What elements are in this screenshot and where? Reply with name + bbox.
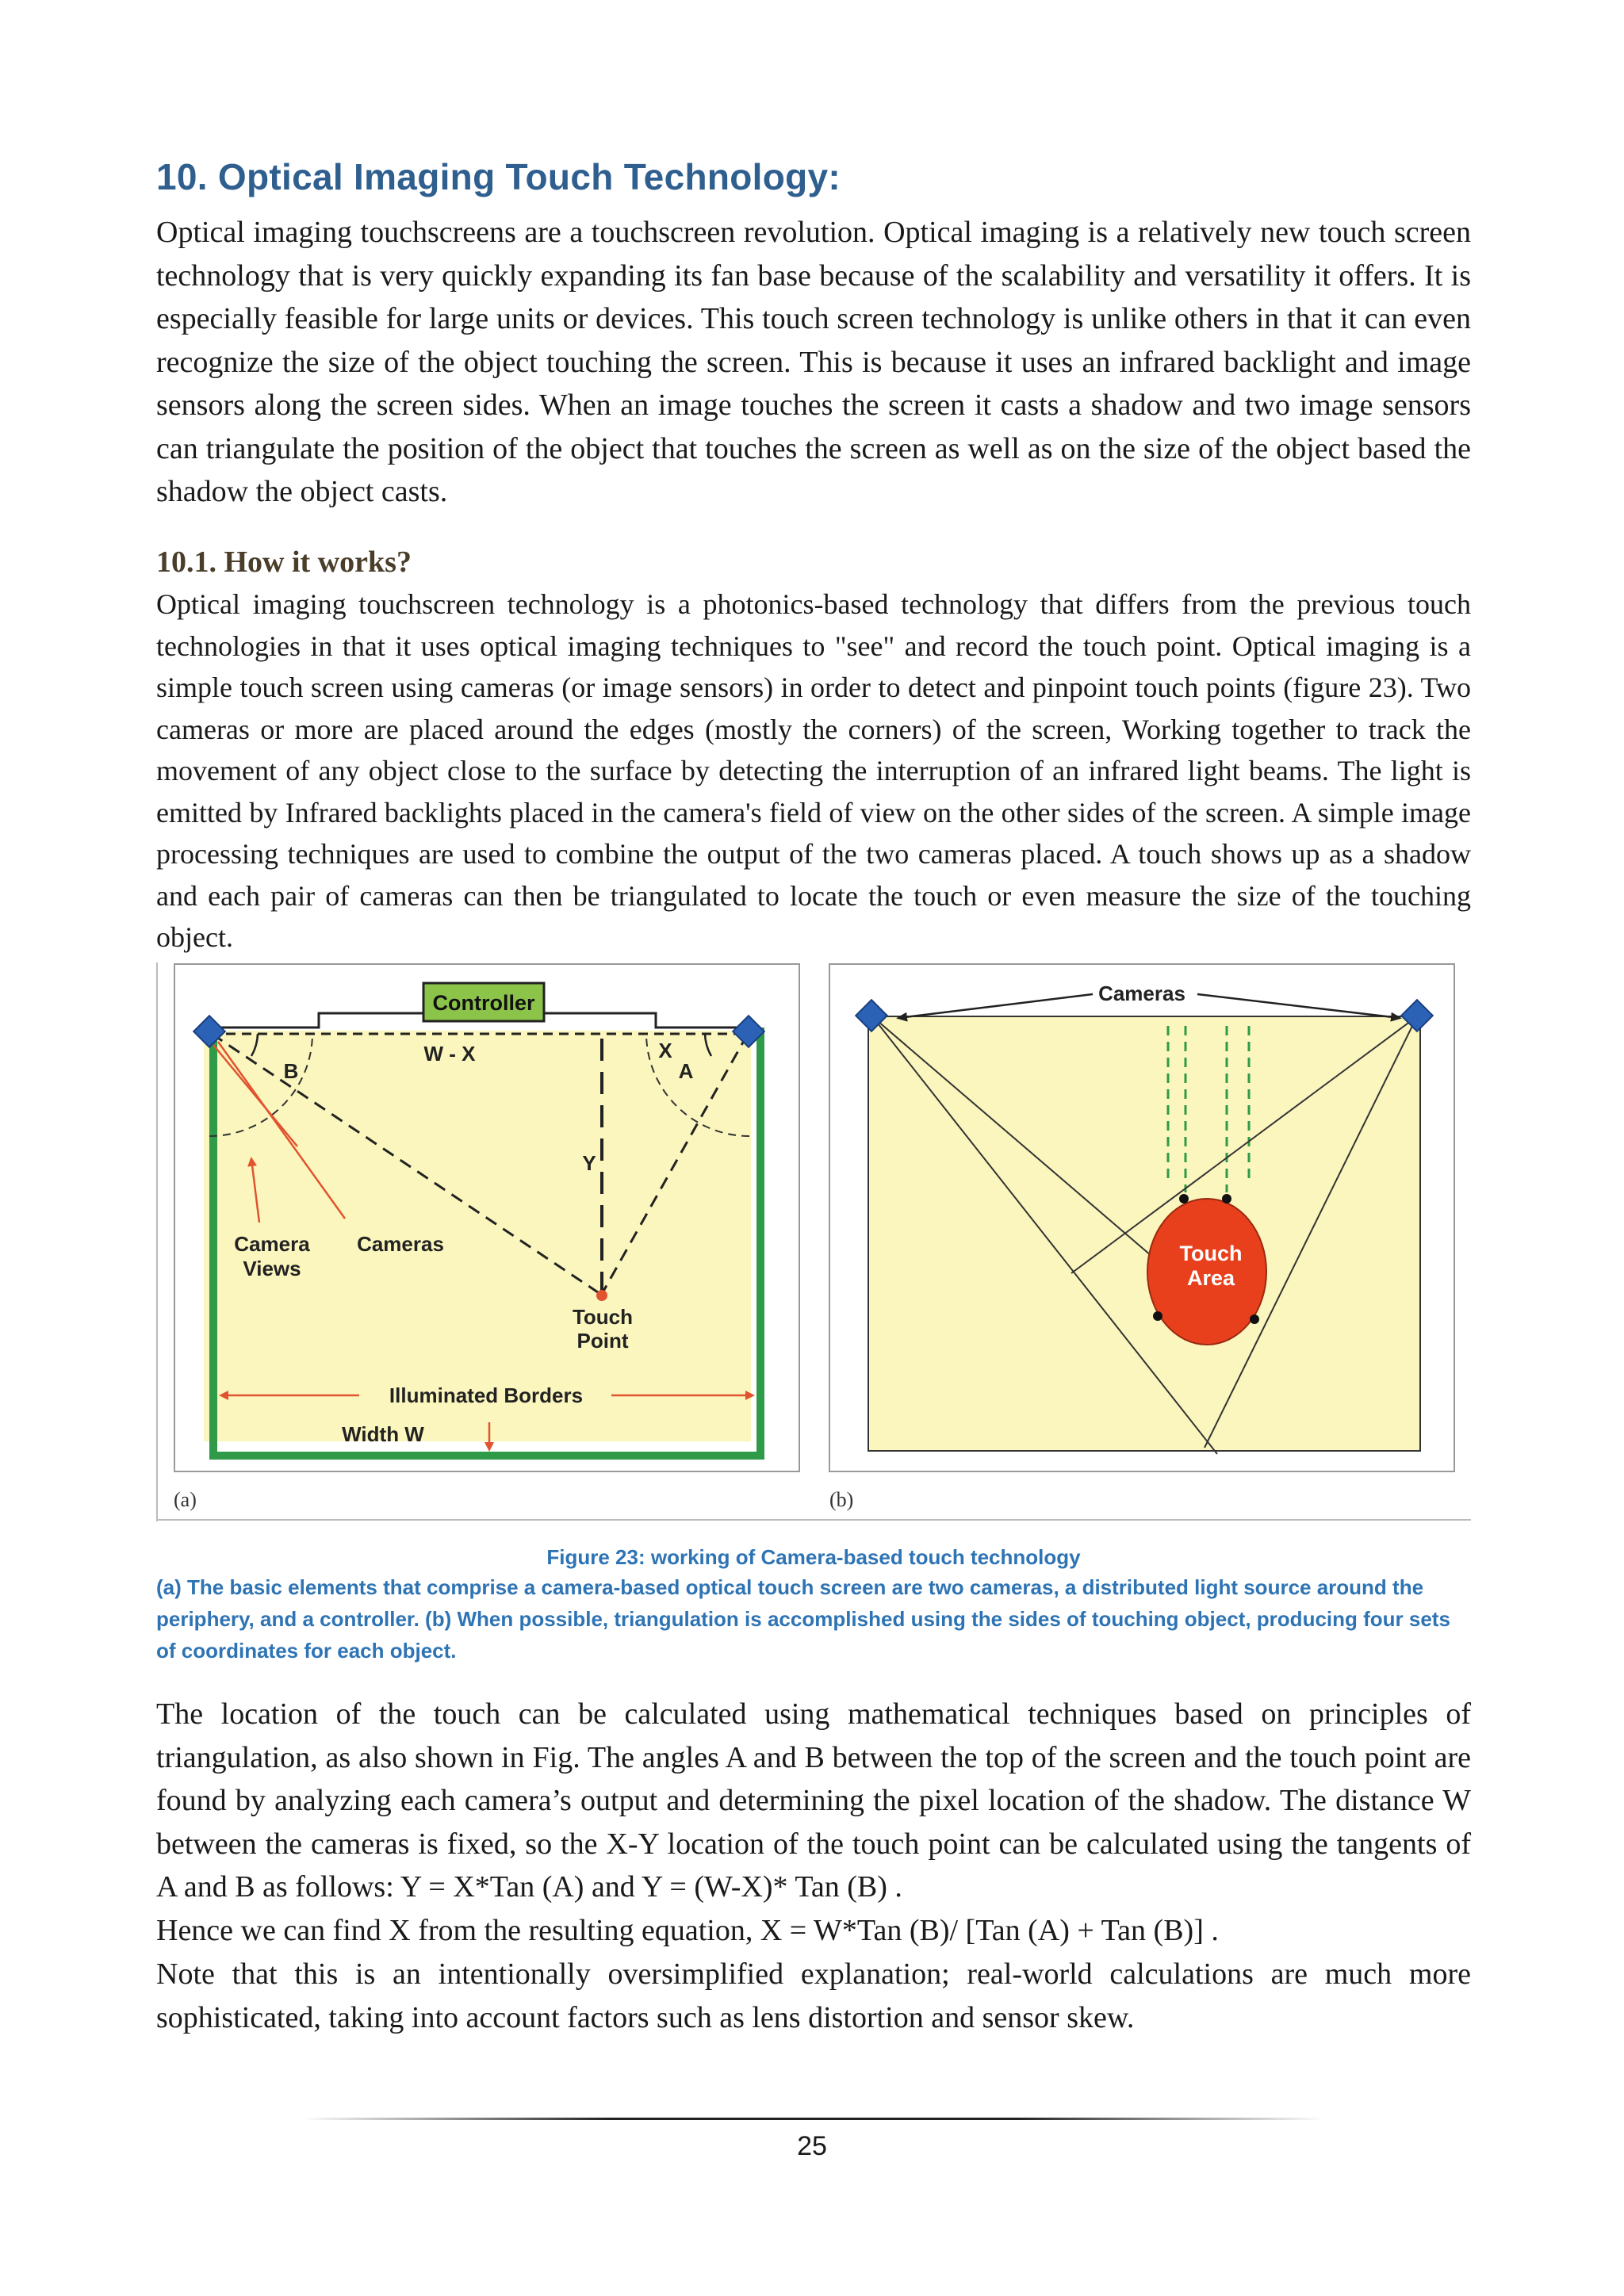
how-it-works-paragraph: Optical imaging touchscreen technology is a photonics-based technology that differs from the previous touch technologies in that it uses optical imaging techniques to "see" and record the touch point. Optical imaging is a simple touch screen using cameras (or image sensors) in order to detect and pinpoint touch points (figure 23). Two cameras or more are placed around the edges (mostly the corners) of the screen, Working together to track the movement of any object close to the surface by detecting the interruption of an infrared light beams. The light is emitted by Infrared backlights placed in the camera's field of view on the other sides of the screen. A simple image processing techniques are used to combine the output of the two cameras placed. A touch shows up as a shadow and each pair of cameras can then be triangulated to locate the touch or even measure the size of the touching object. bbox=[156, 588, 1471, 953]
subsection-heading: 10.1. How it works? bbox=[156, 545, 412, 579]
label-illuminated-borders: Illuminated Borders bbox=[389, 1383, 584, 1407]
controller-label: Controller bbox=[432, 991, 535, 1015]
label-camera-views-1: Camera bbox=[234, 1232, 310, 1256]
panel-b bbox=[829, 964, 1454, 1511]
label-touch-area-1: Touch bbox=[1179, 1242, 1243, 1265]
panel-b-screen bbox=[868, 1016, 1420, 1451]
page-number: 25 bbox=[797, 2131, 827, 2161]
panel-a-letter: (a) bbox=[174, 1488, 197, 1511]
label-angle-b: B bbox=[283, 1059, 299, 1083]
closing-paragraph-1: The location of the touch can be calculated using mathematical techniques based on principles of triangulation, as also shown in Fig. The angles A and B between the top of the screen and the touch point are found by analyzing each camera’s output and determining the pixel location of the shadow. The distance W between the cameras is fixed, so the X-Y location of the touch point can be calculated using the tangents of A and B as follows: Y = X*Tan (A) and Y = (W-X)* Tan (B) . bbox=[156, 1697, 1471, 1904]
label-w-minus-x: W - X bbox=[423, 1042, 476, 1066]
figure-caption-title: Figure 23: working of Camera-based touch technology bbox=[546, 1545, 1081, 1569]
footer-rule bbox=[301, 2118, 1324, 2120]
label-cameras-b: Cameras bbox=[1098, 982, 1185, 1005]
label-camera-views-2: Views bbox=[243, 1257, 301, 1280]
intro-paragraph: Optical imaging touchscreens are a touchscreen revolution. Optical imaging is a relatively new touch screen technology that is very quickly expanding its fan base because of the scalability and versatility it offers. It is especially feasible for large units or devices. This touch screen technology is unlike others in that it can even recognize the size of the object touching the screen. This is because it uses an infrared backlight and image sensors along the screen sides. When an image touches the screen it casts a shadow and two image sensors can triangulate the position of the object that touches the screen as well as on the size of the object based the shadow the object casts. bbox=[156, 216, 1471, 508]
section-heading: 10. Optical Imaging Touch Technology: bbox=[156, 156, 841, 197]
label-y: Y bbox=[582, 1151, 596, 1175]
label-touch-point-1: Touch bbox=[572, 1305, 634, 1329]
figure-23-diagram bbox=[156, 962, 1471, 1521]
closing-paragraph-3: Note that this is an intentionally oversimplified explanation; real-world calculations are much more sophisticated, taking into account factors such as lens distortion and sensor skew. bbox=[156, 1957, 1471, 2034]
label-x: X bbox=[658, 1039, 672, 1062]
figure-23 bbox=[156, 962, 1471, 1521]
figure-caption-body: (a) The basic elements that comprise a camera-based optical touch screen are two cameras, a distributed light source around the periphery, and a controller. (b) When possible, triangulation is accomplished using the sides of touching object, producing four sets of coordinates for each object. bbox=[156, 1575, 1450, 1663]
label-width-w: Width W bbox=[342, 1422, 424, 1446]
panel-b-letter: (b) bbox=[829, 1488, 854, 1511]
label-touch-point-2: Point bbox=[576, 1329, 629, 1353]
closing-paragraph-2: Hence we can find X from the resulting equation, X = W*Tan (B)/ [Tan (A) + Tan (B)] . bbox=[156, 1914, 1219, 1947]
label-angle-a: A bbox=[678, 1059, 694, 1083]
panel-a bbox=[174, 964, 799, 1511]
label-touch-area-2: Area bbox=[1186, 1266, 1235, 1290]
touch-point-dot bbox=[596, 1290, 607, 1301]
label-cameras-a: Cameras bbox=[357, 1232, 444, 1256]
